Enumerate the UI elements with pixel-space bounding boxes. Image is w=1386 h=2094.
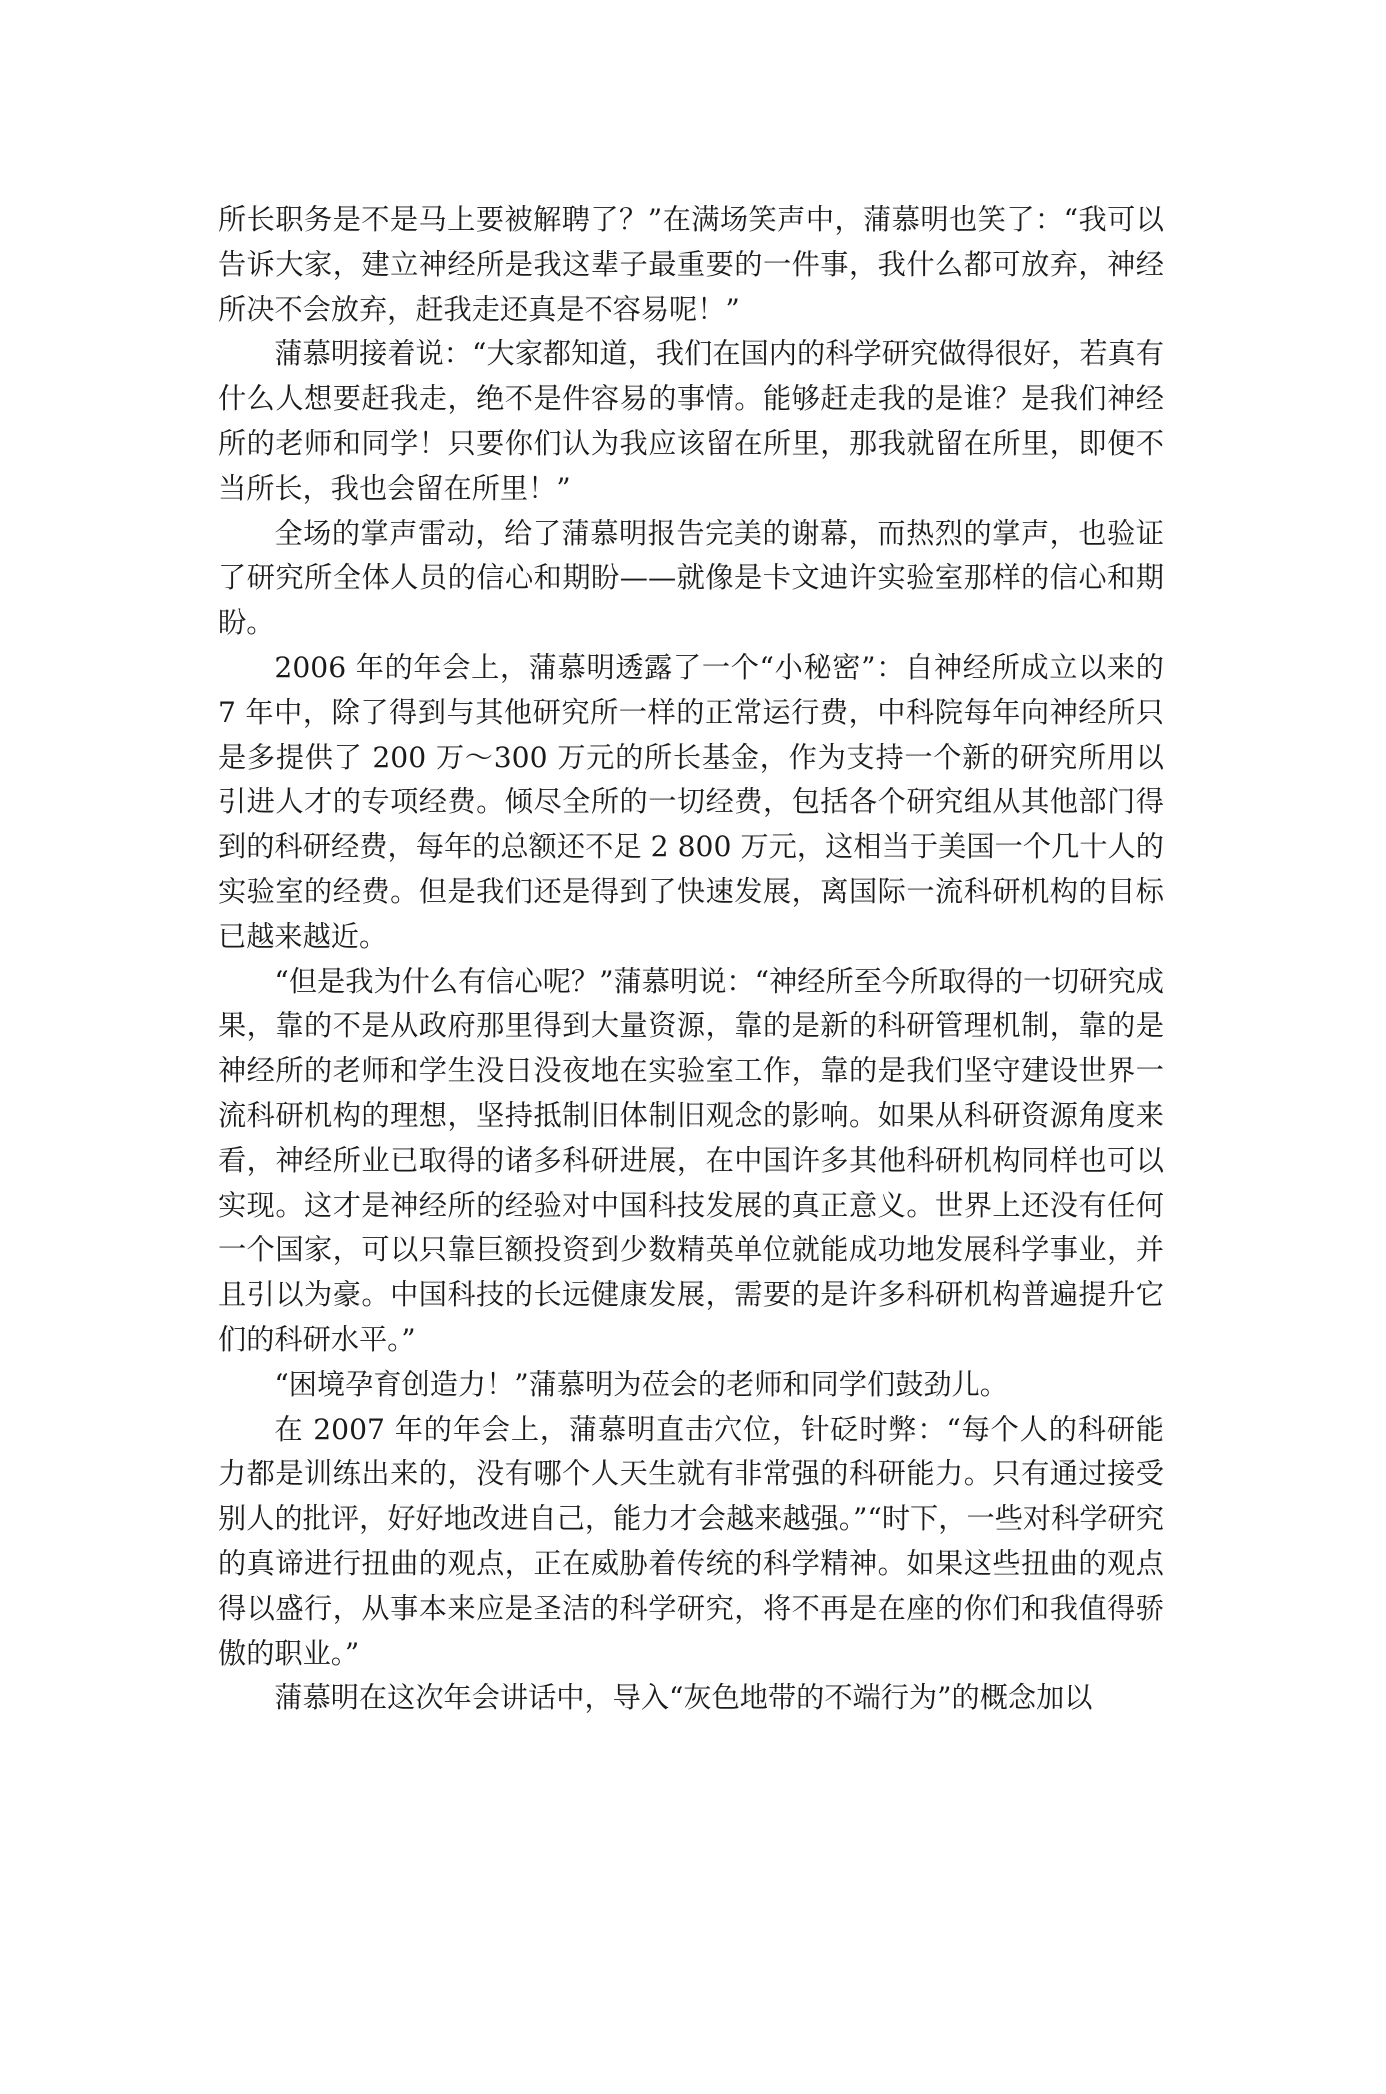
- book-page-body: [218, 198, 1164, 1721]
- paragraph: “困境孕育创造力！”蒲慕明为莅会的老师和同学们鼓劲儿。: [274, 1367, 1008, 1401]
- paragraph: “但是我为什么有信心呢？”蒲慕明说：“神经所至今所取得的一切研究成果，靠的不是从政府那里得到大量资源，靠的是新的科研管理机制，靠的是神经所的老师和学生没日没夜地在实验室工作，靠的是我们坚守建设世界一流科研机构的理想，坚持抵制旧体制旧观念的影响。如果从科研资源角度来看，神经所业已取得的诸多科研进展，在中国许多其他科研机构同样也可以实现。这才是神经所的经验对中国科技发展的真正意义。世界上还没有任何一个国家，可以只靠巨额投资到少数精英单位就能成功地发展科学事业，并且引以为豪。中国科技的长远健康发展，需要的是许多科研机构普遍提升它们的科研水平。”: [218, 964, 1164, 1356]
- paragraph: 全场的掌声雷动，给了蒲慕明报告完美的谢幕，而热烈的掌声，也验证了研究所全体人员的信心和期盼——就像是卡文迪许实验室那样的信心和期盼。: [218, 516, 1164, 640]
- paragraph: 在 2007 年的年会上，蒲慕明直击穴位，针砭时弊：“每个人的科研能力都是训练出来的，没有哪个人天生就有非常强的科研能力。只有通过接受别人的批评，好好地改进自己，能力才会越来越强。”“时下，一些对科学研究的真谛进行扭曲的观点，正在威胁着传统的科学精神。如果这些扭曲的观点得以盛行，从事本来应是圣洁的科学研究，将不再是在座的你们和我值得骄傲的职业。”: [218, 1412, 1164, 1670]
- paragraph-continued: 所长职务是不是马上要被解聘了？”在满场笑声中，蒲慕明也笑了：“我可以告诉大家，建立神经所是我这辈子最重要的一件事，我什么都可放弃，神经所决不会放弃，赶我走还真是不容易呢！”: [218, 203, 1164, 326]
- paragraph: 蒲慕明在这次年会讲话中，导入“灰色地带的不端行为”的概念加以: [274, 1681, 1093, 1715]
- paragraph: 蒲慕明接着说：“大家都知道，我们在国内的科学研究做得很好，若真有什么人想要赶我走，绝不是件容易的事情。能够赶走我的是谁？是我们神经所的老师和同学！只要你们认为我应该留在所里，那我就留在所里，即便不当所长，我也会留在所里！”: [218, 337, 1164, 505]
- paragraph: 2006 年的年会上，蒲慕明透露了一个“小秘密”：自神经所成立以来的 7 年中，除了得到与其他研究所一样的正常运行费，中科院每年向神经所只是多提供了 200 万～300 万元的所长基金，作为支持一个新的研究所用以引进人才的专项经费。倾尽全所的一切经费，包括各个研究组从其他部门得到的科研经费，每年的总额还不足 2 800 万元，这相当于美国一个几十人的实验室的经费。但是我们还是得到了快速发展，离国际一流科研机构的目标已越来越近。: [218, 650, 1164, 953]
